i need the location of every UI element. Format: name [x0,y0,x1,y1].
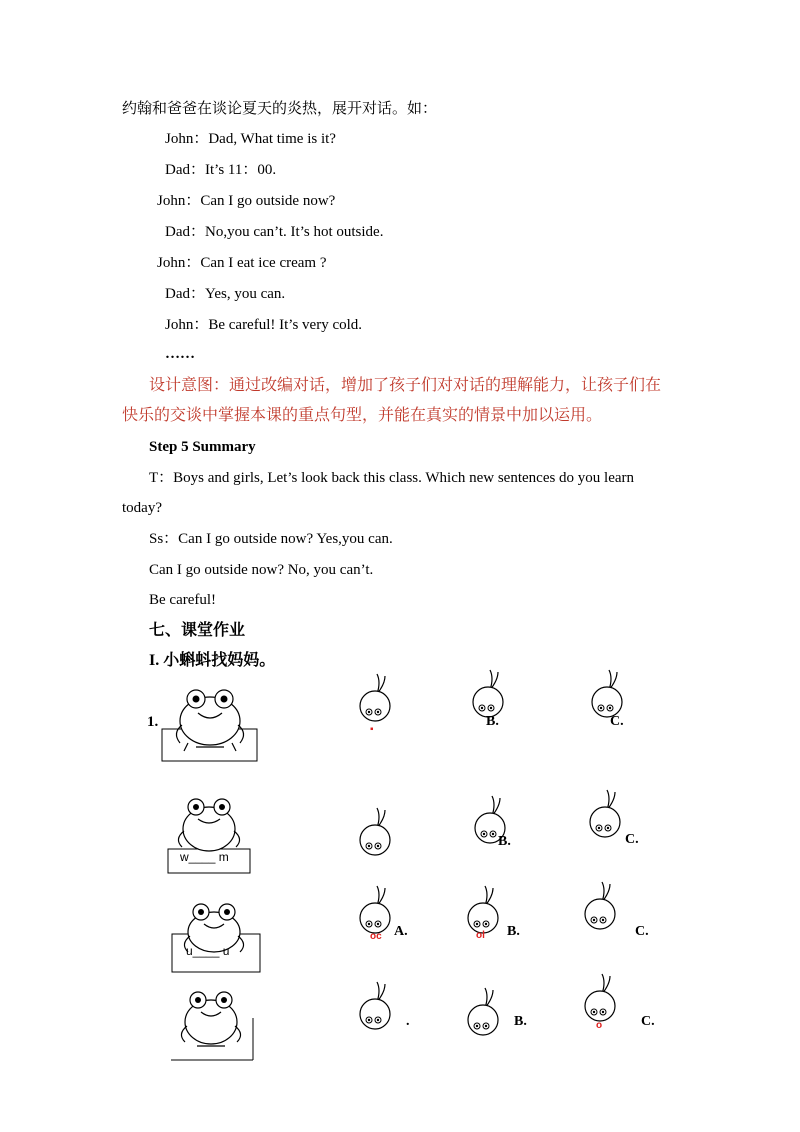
red-answer-label: o [596,1020,603,1031]
tadpole-icon [355,672,395,724]
teacher-line-continued: today? [122,500,162,516]
intro-text: 约翰和爸爸在谈论夏天的炎热，展开对话。如： [122,101,438,117]
dialogue-line: John：Dad, What time is it? [165,131,336,147]
option-b-label: B. [498,834,511,849]
dialogue-line: John：Be careful! It’s very cold. [165,317,363,333]
frog-mother-icon [158,685,262,763]
option-b-label: B. [514,1014,527,1029]
homework-heading: 七、课堂作业 [149,622,246,639]
student-line: Can I go outside now? No, you can’t. [149,562,374,578]
word-blank: u____ u [186,944,230,958]
red-answer-label: ol [476,930,485,941]
tadpole-icon [580,880,620,932]
red-answer-label: oc [370,931,382,942]
word-blank: w____ m [180,850,229,864]
option-a-partial-label: . [406,1014,410,1029]
teacher-line: T：Boys and girls, Let’s look back this class. Which new sentences do you learn [149,470,635,486]
option-b-label: B. [507,924,520,939]
option-c-label: C. [625,832,639,847]
red-answer-mark: ▪ [370,724,374,735]
dialogue-line: Dad：Yes, you can. [165,286,286,302]
frog-mother-icon [167,988,259,1062]
tadpole-icon [587,668,627,720]
tadpole-icon [355,884,395,936]
design-intent-line: 快乐的交谈中掌握本课的重点句型，并能在真实的情景中加以运用。 [122,407,603,424]
design-intent-line: 设计意图：通过改编对话，增加了孩子们对对话的理解能力，让孩子们在 [149,377,662,394]
option-c-label: C. [610,714,624,729]
student-line: Ss：Can I go outside now? Yes,you can. [149,531,393,547]
tadpole-icon [463,884,503,936]
option-c-label: C. [635,924,649,939]
ellipsis: …… [165,346,195,362]
tadpole-icon [580,972,620,1024]
dialogue-line: Dad：No,you can’t. It’s hot outside. [165,224,384,240]
tadpole-icon [468,668,508,720]
tadpole-icon [463,986,503,1038]
step5-heading: Step 5 Summary [149,439,256,455]
option-c-label: C. [641,1014,655,1029]
tadpole-icon [355,980,395,1032]
dialogue-line: John：Can I eat ice cream ? [157,255,327,271]
frog-mother-icon [168,900,264,974]
option-a-partial-label: A. [394,924,408,939]
dialogue-line: John：Can I go outside now? [157,193,336,209]
tadpole-icon [585,788,625,840]
option-b-label: B. [486,714,499,729]
homework-task: I. 小蝌蚪找妈妈。 [149,652,276,669]
tadpole-icon [355,806,395,858]
dialogue-line: Dad：It’s 11：00. [165,162,277,178]
question-number: 1. [147,714,159,730]
student-line: Be careful! [149,592,217,608]
